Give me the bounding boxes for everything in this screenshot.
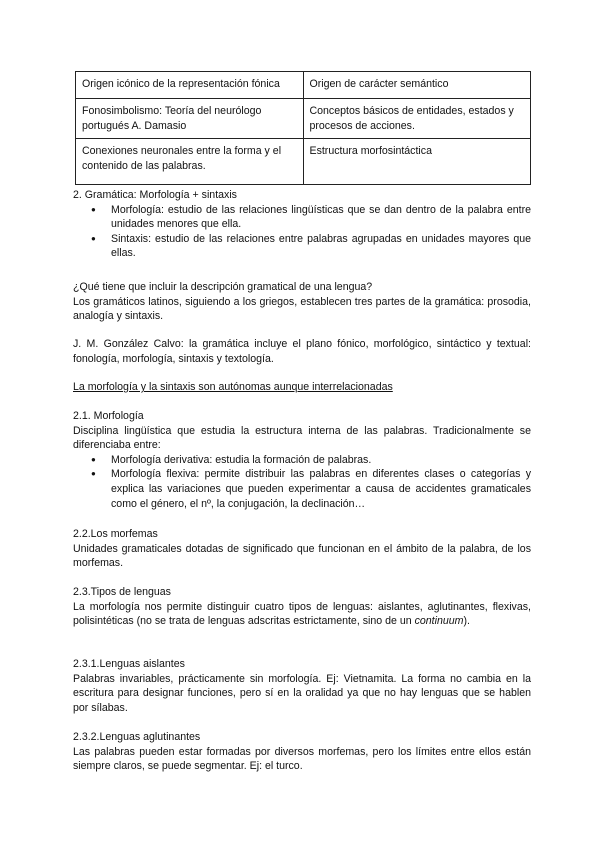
list-item: ● Morfología derivativa: estudia la formación de palabras. <box>91 453 531 468</box>
table-cell: Origen de carácter semántico <box>303 72 531 99</box>
italic-term: continuum <box>414 615 464 628</box>
bullet-list <box>73 453 531 511</box>
paragraph: Las palabras pueden estar formadas por diversos morfemas, pero los límites entre ellos están siempre claros, se puede segmentar. Ej: el turco. <box>73 745 531 773</box>
table-row <box>76 139 531 185</box>
gramatica-section <box>73 188 531 261</box>
list-item: ● Morfología flexiva: permite distribuir las palabras en diferentes clases o categorías y explica las variaciones que pueden experimentar a causa de accidentes gramaticales como el género, el nº, la conjugación, la declinación… <box>91 467 531 511</box>
list-item: ● Morfología: estudio de las relaciones lingüísticas que se dan dentro de la palabra entre unidades menores que ella. <box>91 203 531 232</box>
gonzalez-paragraph: J. M. González Calvo: la gramática incluye el plano fónico, morfológico, sintáctico y textual: fonología, morfología, sintaxis y textología. <box>73 338 531 365</box>
table-row <box>76 99 531 139</box>
section-heading: 2. Gramática: Morfología + sintaxis <box>73 189 237 201</box>
morfemas-section <box>73 527 531 571</box>
table-cell: Conexiones neuronales entre la forma y el contenido de las palabras. <box>76 139 304 185</box>
paragraph: Palabras invariables, prácticamente sin morfología. Ej: Vietnamita. La forma no cambia en la escritura para designar funciones, pero sí en la oralidad ya que no hay lenguas que se hablen por sílabas. <box>73 672 531 714</box>
paragraph-end: ). <box>463 615 470 628</box>
section-heading: 2.1. Morfología <box>73 410 144 422</box>
table-cell: Conceptos básicos de entidades, estados y procesos de acciones. <box>303 99 531 139</box>
section-heading: 2.3.Tipos de lenguas <box>73 586 171 598</box>
autonomas-heading <box>73 380 531 395</box>
question-text: ¿Qué tiene que incluir la descripción gramatical de una lengua? <box>73 281 373 293</box>
paragraph: Los gramáticos latinos, siguiendo a los griegos, establecen tres partes de la gramática: prosodia, analogía y sintaxis. <box>73 295 531 323</box>
paragraph: Unidades gramaticales dotadas de significado que funcionan en el ámbito de la palabra, de los morfemas. <box>73 542 531 570</box>
comparison-table <box>75 71 531 185</box>
paragraph <box>73 600 531 629</box>
table-row <box>76 72 531 99</box>
table-cell: Estructura morfosintáctica <box>303 139 531 185</box>
paragraph: Disciplina lingüística que estudia la estructura interna de las palabras. Tradicionalmente se diferenciaba entre: <box>73 424 531 452</box>
aglutinantes-section <box>73 730 531 774</box>
section-heading: 2.3.2.Lenguas aglutinantes <box>73 731 201 743</box>
paragraph-text: La morfología nos permite distinguir cuatro tipos de lenguas: aislantes, aglutinantes, flexivas, polisintéticas (no se trata de lenguas adscritas estrictamente, sino de un <box>73 600 531 628</box>
tipos-section <box>73 585 531 629</box>
section-heading: 2.2.Los morfemas <box>73 528 158 540</box>
aislantes-section <box>73 657 531 715</box>
list-item: ● Sintaxis: estudio de las relaciones entre palabras agrupadas en unidades mayores que ellas. <box>91 232 531 261</box>
morfologia-section <box>73 409 531 511</box>
table-cell: Origen icónico de la representación fónica <box>76 72 304 99</box>
descripcion-section <box>73 280 531 324</box>
underlined-text: La morfología y la sintaxis son autónomas aunque interrelacionadas <box>73 381 393 393</box>
section-heading: 2.3.1.Lenguas aislantes <box>73 658 185 670</box>
table-cell: Fonosimbolismo: Teoría del neurólogo portugués A. Damasio <box>76 99 304 139</box>
bullet-list <box>73 203 531 261</box>
